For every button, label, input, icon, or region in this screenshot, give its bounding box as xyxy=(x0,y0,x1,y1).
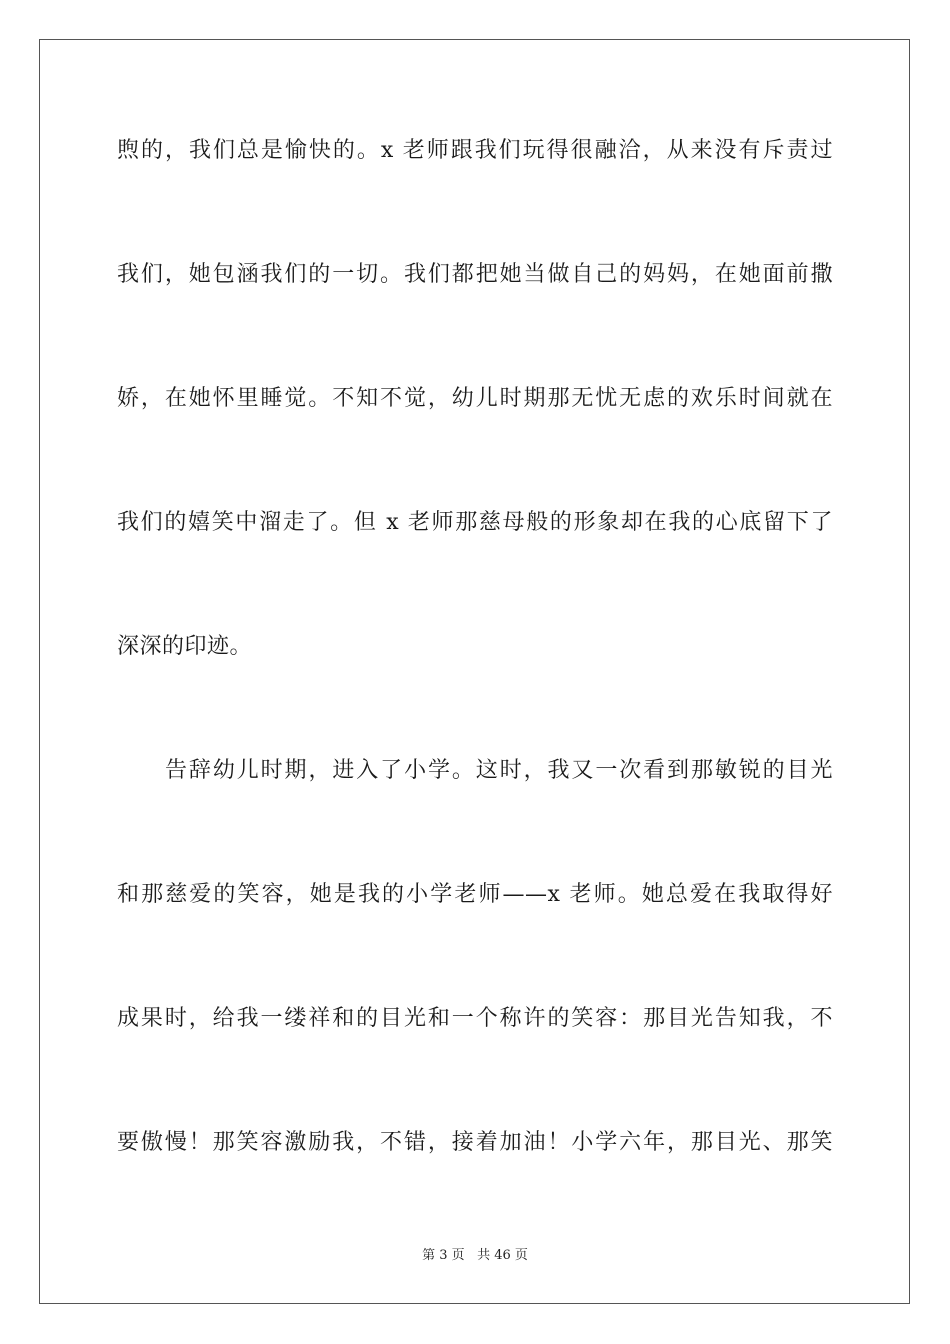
body-text-line: 煦的，我们总是愉快的。x 老师跟我们玩得很融洽，从来没有斥责过 xyxy=(117,138,833,163)
body-text-line: 深深的印迹。 xyxy=(117,634,253,659)
page-number: 第 3 页 xyxy=(422,1248,465,1263)
body-text-line: 我们，她包涵我们的一切。我们都把她当做自己的妈妈，在她面前撒 xyxy=(117,262,833,287)
body-text-line: 我们的嬉笑中溜走了。但 x 老师那慈母般的形象却在我的心底留下了 xyxy=(117,510,833,535)
body-text-line: 成果时，给我一缕祥和的目光和一个称许的笑容：那目光告知我，不 xyxy=(117,1006,833,1031)
page-total: 共 46 页 xyxy=(477,1248,528,1263)
paragraph-first-line: 告辞幼儿时期，进入了小学。这时，我又一次看到那敏锐的目光 xyxy=(165,758,833,783)
body-text-line: 要傲慢！那笑容激励我，不错，接着加油！小学六年，那目光、那笑 xyxy=(117,1130,833,1155)
page-footer xyxy=(0,1247,950,1265)
body-text-line: 娇，在她怀里睡觉。不知不觉，幼儿时期那无忧无虑的欢乐时间就在 xyxy=(117,386,833,411)
body-text-line: 和那慈爱的笑容，她是我的小学老师——x 老师。她总爱在我取得好 xyxy=(117,882,833,907)
page-border xyxy=(39,39,910,1304)
